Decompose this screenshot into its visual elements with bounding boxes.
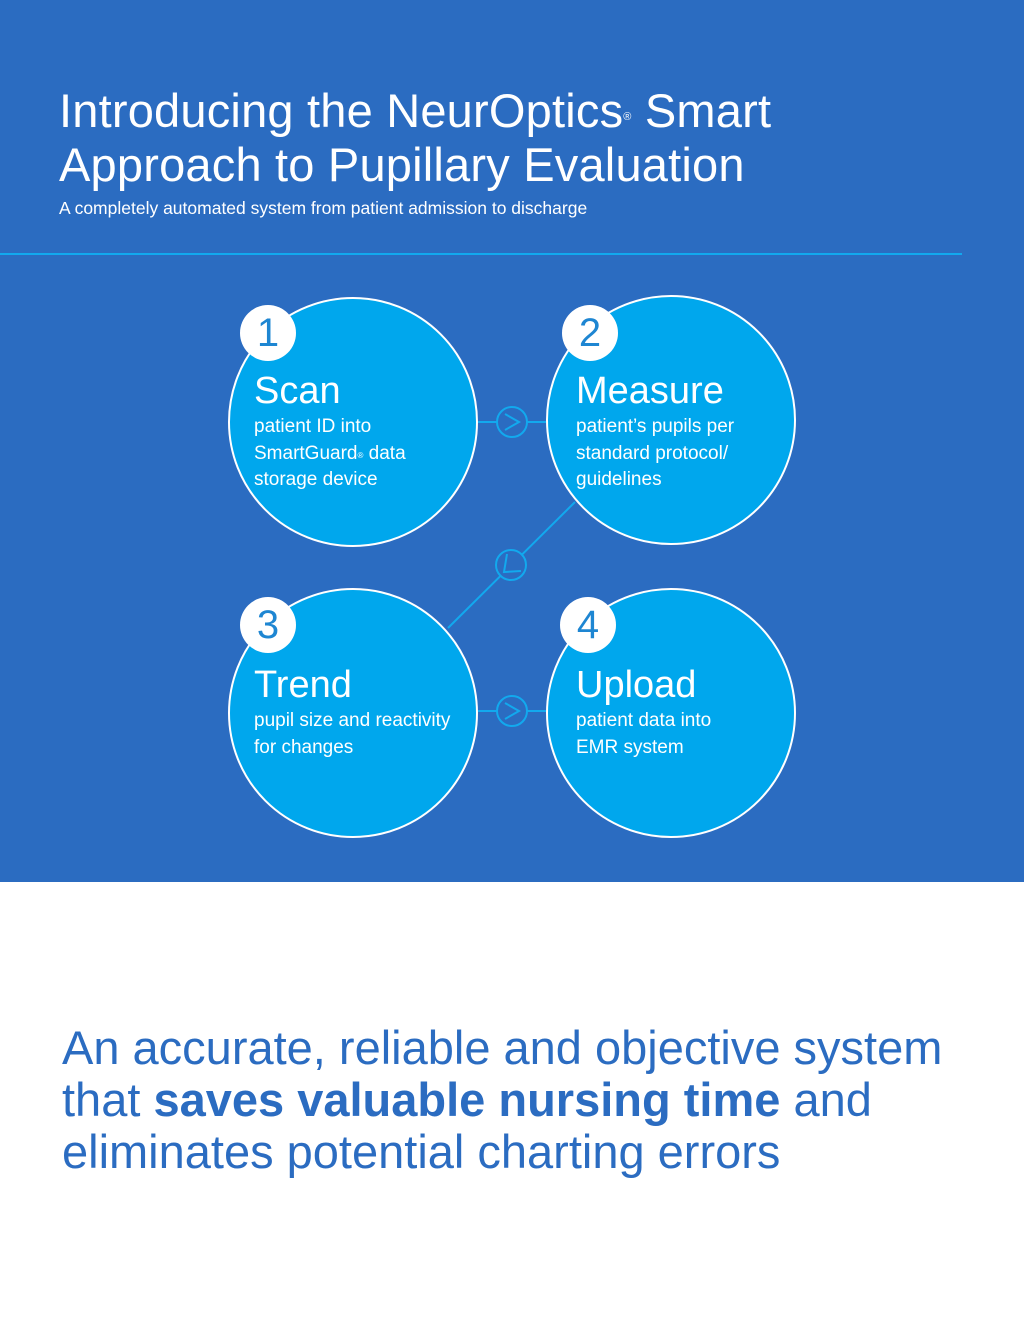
step-description: patient ID into SmartGuard® data storage device (254, 416, 406, 490)
step-number: 3 (240, 597, 296, 653)
step-title: Scan (254, 370, 341, 412)
tagline-emphasis: saves valuable nursing time (153, 1073, 781, 1126)
arrow-down-left-icon (496, 550, 526, 580)
page-subtitle: A completely automated system from patient admission to discharge (59, 198, 588, 218)
step-title: Measure (576, 370, 724, 412)
page-title: Introducing the NeurOptics® Smart Approach to Pupillary Evaluation (59, 84, 772, 191)
step-number: 2 (562, 305, 618, 361)
arrow-right-icon (497, 696, 527, 726)
step-description: pupil size and reactivity for changes (254, 710, 451, 758)
step-title: Upload (576, 664, 697, 706)
tagline: An accurate, reliable and objective system that saves valuable nursing time and eliminates potential charting errors (62, 1021, 943, 1178)
step-title: Trend (254, 664, 352, 706)
registered-mark: ® (623, 111, 632, 123)
step-description: patient’s pupils per standard protocol/ guidelines (576, 416, 735, 490)
arrow-right-icon (497, 407, 527, 437)
step-number: 4 (560, 597, 616, 653)
step-description: patient data into EMR system (576, 710, 712, 758)
step-number: 1 (240, 305, 296, 361)
